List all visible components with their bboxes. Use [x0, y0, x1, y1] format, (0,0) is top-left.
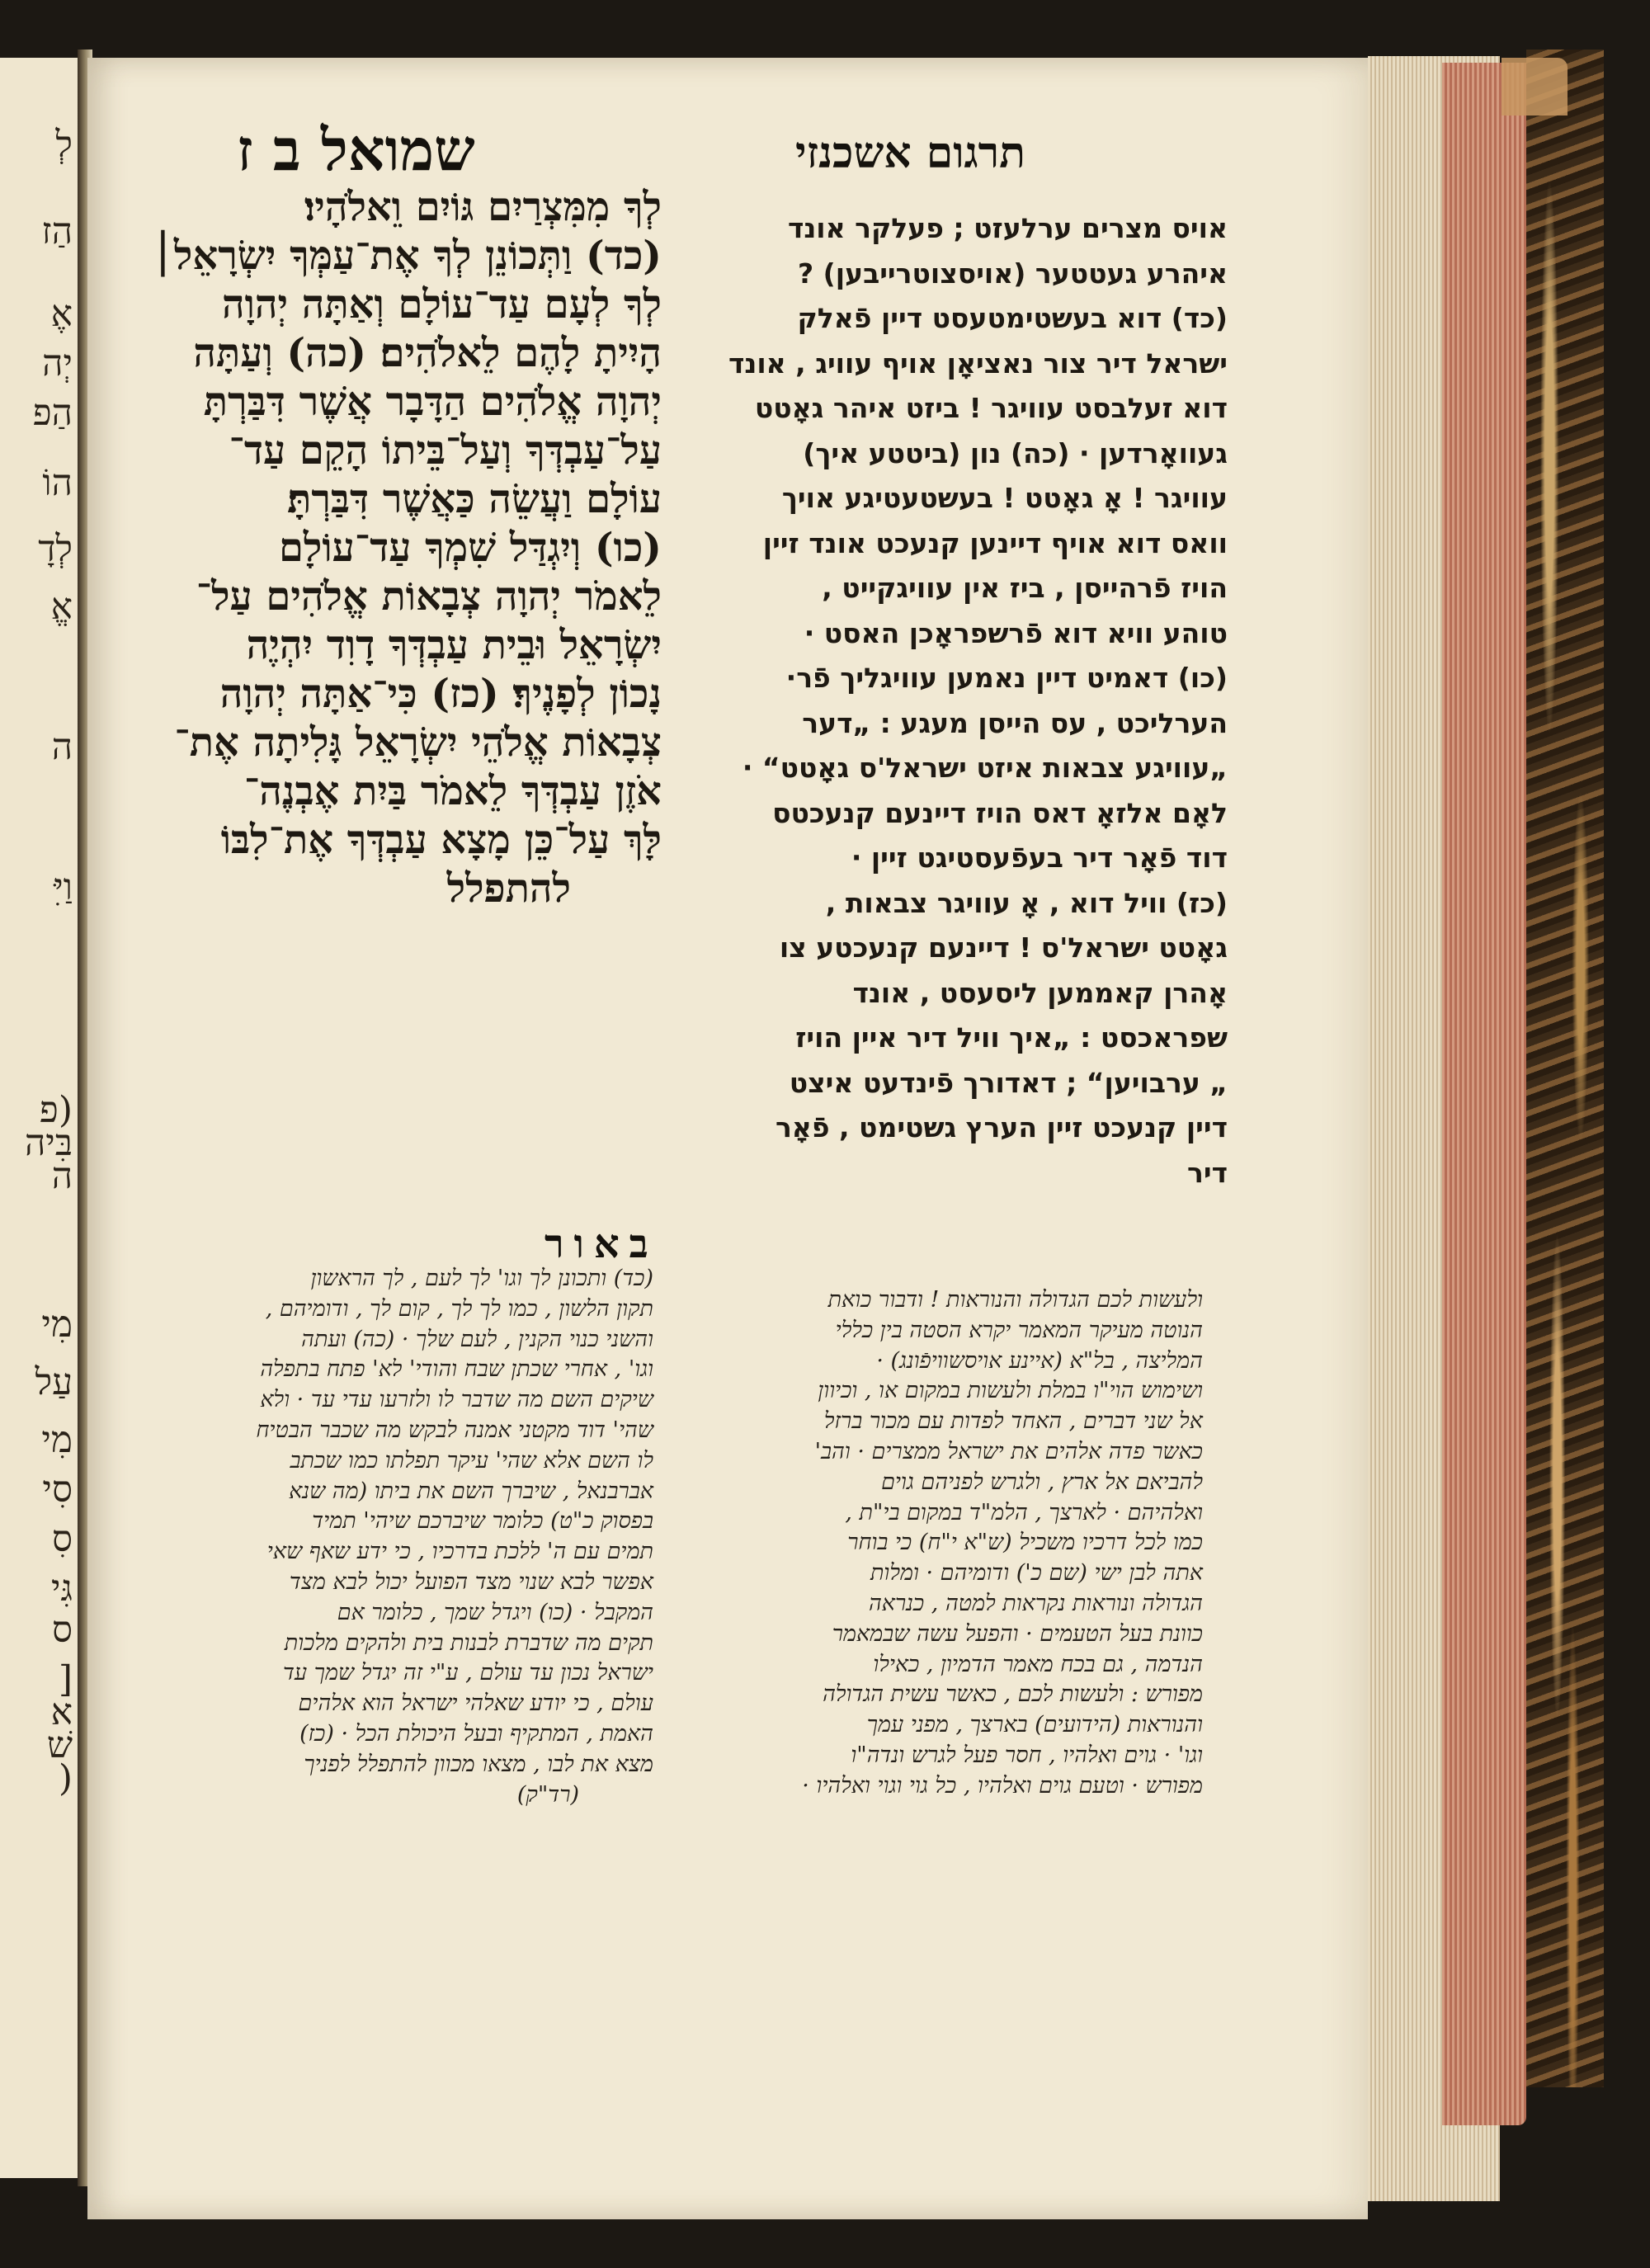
- commentary-line: אל שני דברים , האחד לפדות עם מכור ברזל: [823, 1408, 1203, 1435]
- commentary-line: המקבל · (כו) ויגדל שמך , כלומר אם: [337, 1599, 653, 1625]
- commentary-heading: באור: [544, 1221, 658, 1267]
- commentary-line: ולעשות לכם הגדולה והנוראות ! ודבור כואת: [827, 1287, 1203, 1313]
- hebrew-verse-line: לָּךְ עַל־כֵּן מָצָא עַבְדְּךָ אֶת־לִבּוֹ: [220, 817, 662, 863]
- commentary-line: אברבנאל , שיברך השם את ביתו (מה שנא: [289, 1478, 653, 1504]
- yiddish-translation-line: דיר: [1187, 1156, 1228, 1189]
- commentary-line: לו השם אלא שהי' עיקר תפלתו כמו שכתב: [290, 1447, 653, 1473]
- hebrew-verse-line: להתפלל: [446, 865, 571, 912]
- facing-page-fragment: מִי: [41, 1419, 73, 1461]
- leather-cover-corner: [1502, 58, 1568, 116]
- commentary-line: תקים מה שדברת לבנות בית ולהקים מלכות: [284, 1629, 653, 1656]
- yiddish-translation-line: דיין קנעכט זיין הערץ גשטימט , פֿאָר: [775, 1111, 1228, 1143]
- commentary-line: אפשר לבא שנוי מצד הפועל יכול לבא מצד: [289, 1568, 653, 1595]
- commentary-line: הגדולה ונוראות נקראות למטה , כנראה: [868, 1590, 1203, 1616]
- yiddish-translation-line: דוא זעלבסט עוויגר ! ביזט איהר גאָטט: [754, 392, 1228, 424]
- facing-page-fragment: ה: [51, 1155, 73, 1197]
- commentary-line: עולם , כי יודע שאלהי ישראל הוא אלהים: [298, 1690, 653, 1717]
- facing-page-fragment: ס: [51, 1609, 73, 1651]
- facing-page-fragment: הוֹ: [42, 462, 73, 504]
- commentary-line: האמת , המתקיף ובעל היכולת הכל · (כז): [299, 1720, 653, 1747]
- yiddish-translation-line: הויז פֿרהייסן , ביז אין עוויגקייט ,: [822, 572, 1228, 604]
- yiddish-translation-line: טוהע וויא דוא פֿרשפראָכן האסט ·: [804, 616, 1228, 649]
- hebrew-verse-line: יְהוָה אֱלֹהִים הַדָּבָר אֲשֶׁר דִּבַּרְתָּ: [203, 379, 662, 425]
- commentary-line: (כד) ותכונן לך וגו' לך לעם , לך הראשון: [310, 1266, 653, 1291]
- hebrew-verse-line: נָכוֹן לְפָנֶיךָ׃ (כז) כִּי־אַתָּה יְהוָה: [219, 671, 662, 717]
- facing-page-fragment: [: [58, 1658, 73, 1700]
- yiddish-translation-column: [667, 206, 1228, 1195]
- yiddish-translation-line: לאָם אלזאָ דאס הויז דיינעם קנעכטס: [772, 796, 1228, 829]
- facing-page-fragment: בִּיה: [24, 1122, 73, 1164]
- hebrew-verse-line: לְךָ לְעָם עַד־עוֹלָם וְאַתָּה יְהוָה: [222, 281, 662, 328]
- hebrew-verse-line: עוֹלָם וַעֲשֵׂה כַּאֲשֶׁר דִּבַּרְתָּ׃: [287, 476, 662, 522]
- red-gilt-page-edge: [1442, 63, 1526, 2125]
- facing-page-fragment: לְ: [55, 124, 73, 166]
- hebrew-verse-line: לְךָ מִמִּצְרַיִם גּוֹיִם וֵאלֹהָיו׃: [304, 184, 662, 230]
- facing-page-fragment: מִי: [41, 1304, 73, 1346]
- commentary-line: והשני כנוי הקנין , לעם שלך · (כה) ועתה: [301, 1326, 653, 1352]
- hebrew-verse-line: (כו) וְיִגְדַּל שִׁמְךָ עַד־עוֹלָם: [278, 525, 662, 571]
- facing-page-fragment: עַל: [35, 1361, 73, 1403]
- marbled-cover-board: [1526, 50, 1604, 2087]
- yiddish-translation-line: וואס דוא אויף דיינען קנעכט אונד זיין: [762, 526, 1228, 559]
- yiddish-translation-line: דוד פֿאָר דיר בעפֿעסטיגט זיין ·: [851, 842, 1228, 874]
- yiddish-translation-line: „ ערבויען“ ; דאדורך פֿינדעט איצט: [789, 1066, 1228, 1099]
- commentary-line: מפורש · וטעם גוים ואלהיו , כל גוי וגוי ואלהיו ·: [802, 1772, 1203, 1799]
- running-head-translation-title: תרגום אשכנזי: [795, 128, 1025, 178]
- commentary-line: כאשר פדה אלהים את ישראל ממצרים · והב': [814, 1438, 1203, 1464]
- yiddish-translation-line: געוואָרדען · (כה) נון (ביטטע איך): [803, 436, 1228, 469]
- commentary-line: בפסוק כ"ט) כלומר שיברכם שיהי' תמיד: [312, 1508, 653, 1535]
- hebrew-verse-line: צְבָאוֹת אֱלֹהֵי יִשְׂרָאֵל גָּלִיתָה אֶת־: [174, 719, 662, 766]
- yiddish-translation-line: אויס מצרים ערלעזט ; פעלקר אונד: [787, 212, 1228, 244]
- commentary-line: ואלהיהם · לארצך , הלמ"ד במקום בי"ת ,: [845, 1499, 1203, 1525]
- commentary-right-column: [667, 1285, 1203, 1802]
- facing-page-fragment: א: [50, 1691, 73, 1733]
- commentary-left-column: [76, 1264, 653, 1810]
- commentary-line: וגו' , אחרי שכתן שבח והודי' לא' פתח בתפלה: [260, 1356, 653, 1383]
- commentary-line: הנוטה מעיקר המאמר יקרא הסטה בין כללי: [835, 1317, 1203, 1343]
- commentary-line: ישראל נכון עד עולם , ע"י זה יגדל שמך עד: [282, 1660, 653, 1686]
- commentary-line: ושימוש הוי"ו במלת ולעשות במקום או , וכיוון: [818, 1378, 1203, 1404]
- commentary-line: והנוראות (הידועים) בארצך , מפני עמך: [866, 1712, 1203, 1738]
- facing-page-fragment: (: [58, 1757, 73, 1799]
- yiddish-translation-line: גאָטט ישראל'ס ! דיינעם קנעכטע צו: [779, 931, 1228, 964]
- yiddish-translation-line: עוויגר ! אָ גאָטט ! בעשטעטיגע אויך: [781, 482, 1228, 514]
- hebrew-verse-line: לֵאמֹר יְהוָה צְבָאוֹת אֱלֹהִים עַל־: [196, 573, 662, 620]
- facing-page-fragment: לְדָ: [38, 528, 73, 570]
- facing-page-fragment: גִּי: [50, 1568, 73, 1610]
- commentary-line: כמו לכל דרכיו משכיל (ש"א י"ח) כי בוחר: [847, 1530, 1203, 1556]
- hebrew-verse-line: יִשְׂרָאֵל וּבֵית עַבְדְּךָ דָוִד יִהְיֶה: [246, 622, 662, 668]
- facing-page-fragment: (פ: [39, 1089, 73, 1131]
- facing-page-fragment: שׁ: [46, 1724, 73, 1766]
- yiddish-translation-line: איהרע געטטער (אויסצוטרייבען) ?: [798, 257, 1228, 290]
- commentary-line: תקון הלשון , כמו לך לך , קום לך , ודומיהם ,: [265, 1295, 653, 1322]
- yiddish-translation-line: „עוויגע צבאות איזט ישראל'ס גאָטט“ ·: [742, 752, 1228, 784]
- yiddish-translation-line: (כד) דוא בעשטימטעסט דיין פֿאלק: [797, 302, 1228, 334]
- running-head-book-chapter: שמואל ב ז: [237, 116, 475, 184]
- commentary-line: מצא את לבו , מצאו מכוון להתפלל לפניך: [304, 1751, 653, 1777]
- commentary-line: הנדמה , גם בכח מאמר הדמיון , כאילו: [873, 1651, 1203, 1677]
- hebrew-verse-line: עַל־עַבְדְּךָ וְעַל־בֵּיתוֹ הָקֵם עַד־: [229, 427, 662, 474]
- yiddish-translation-line: (כז) וויל דוא , אָ עוויגר צבאות ,: [825, 886, 1228, 919]
- yiddish-translation-line: אָהרן קאממען ליסעסט , אונד: [852, 976, 1228, 1009]
- commentary-line: המליצה , בל"א (איינע אויסשוויפֿונג) ·: [876, 1347, 1203, 1374]
- commentary-line: אתה לבן ישי (שם כ') ודומיהם · ומלות: [870, 1560, 1203, 1587]
- commentary-line: שהי' דוד מקטני אמנה לבקש מה שכבר הבטיח: [256, 1417, 653, 1443]
- commentary-line: מפורש : ולעשות לכם , כאשר עשית הגדולה: [823, 1681, 1203, 1708]
- hebrew-verse-line: הָיִיתָ לָהֶם לֵאלֹהִים׃ (כה) וְעַתָּה: [193, 330, 662, 376]
- yiddish-translation-line: (כו) דאמיט דיין נאמען עוויגליך פֿר·: [785, 662, 1228, 694]
- commentary-line: וגו' · גוים ואלהיו , חסר פעל לגרש ונדה"ו: [851, 1742, 1203, 1768]
- facing-page-fragment: יְה: [42, 342, 73, 384]
- facing-page-fragment: הַפ: [32, 392, 73, 434]
- facing-page-fragment: ה: [51, 726, 73, 768]
- facing-page-fragment: אֱ: [50, 586, 73, 628]
- yiddish-translation-line: הערליכט , עס הייסן מעגע : „דער: [802, 706, 1228, 739]
- hebrew-verse-line: (כד) וַתְּכוֹנֵן לְךָ אֶת־עַמְּךָ יִשְׂרָאֵל׀: [151, 233, 662, 279]
- commentary-line: (רד"ק): [516, 1781, 579, 1808]
- facing-page-fragment: אֶ: [50, 293, 73, 335]
- hebrew-verse-line: אֹזֶן עַבְדְּךָ לֵאמֹר בַּיִת אֶבְנֶה־: [243, 768, 662, 814]
- facing-page-edge: [0, 58, 80, 2178]
- facing-page-fragment: וַיִּ: [54, 866, 73, 908]
- facing-page-fragment: הַז: [41, 210, 73, 252]
- yiddish-translation-line: ישראל דיר צור נאציאָן אויף עוויג , אונד: [728, 347, 1228, 380]
- commentary-line: כוונת בעל הטעמים · והפעל עשה שבמאמר: [832, 1620, 1203, 1647]
- facing-page-fragment: סִ: [51, 1518, 73, 1560]
- hebrew-text-column: [81, 183, 662, 913]
- yiddish-translation-line: שפראכסט : „איך וויל דיר איין הויז: [795, 1021, 1228, 1054]
- commentary-line: להביאם אל ארץ , ולגרש לפניהם גוים: [881, 1469, 1203, 1495]
- facing-page-fragment: סִי: [42, 1469, 73, 1511]
- commentary-line: שיקים השם מה שדבר לו ולזרעו עדי עד · ולא: [260, 1387, 653, 1413]
- commentary-line: תמים עם ה' ללכת בדרכיו , כי ידע שאף שאי: [266, 1539, 653, 1565]
